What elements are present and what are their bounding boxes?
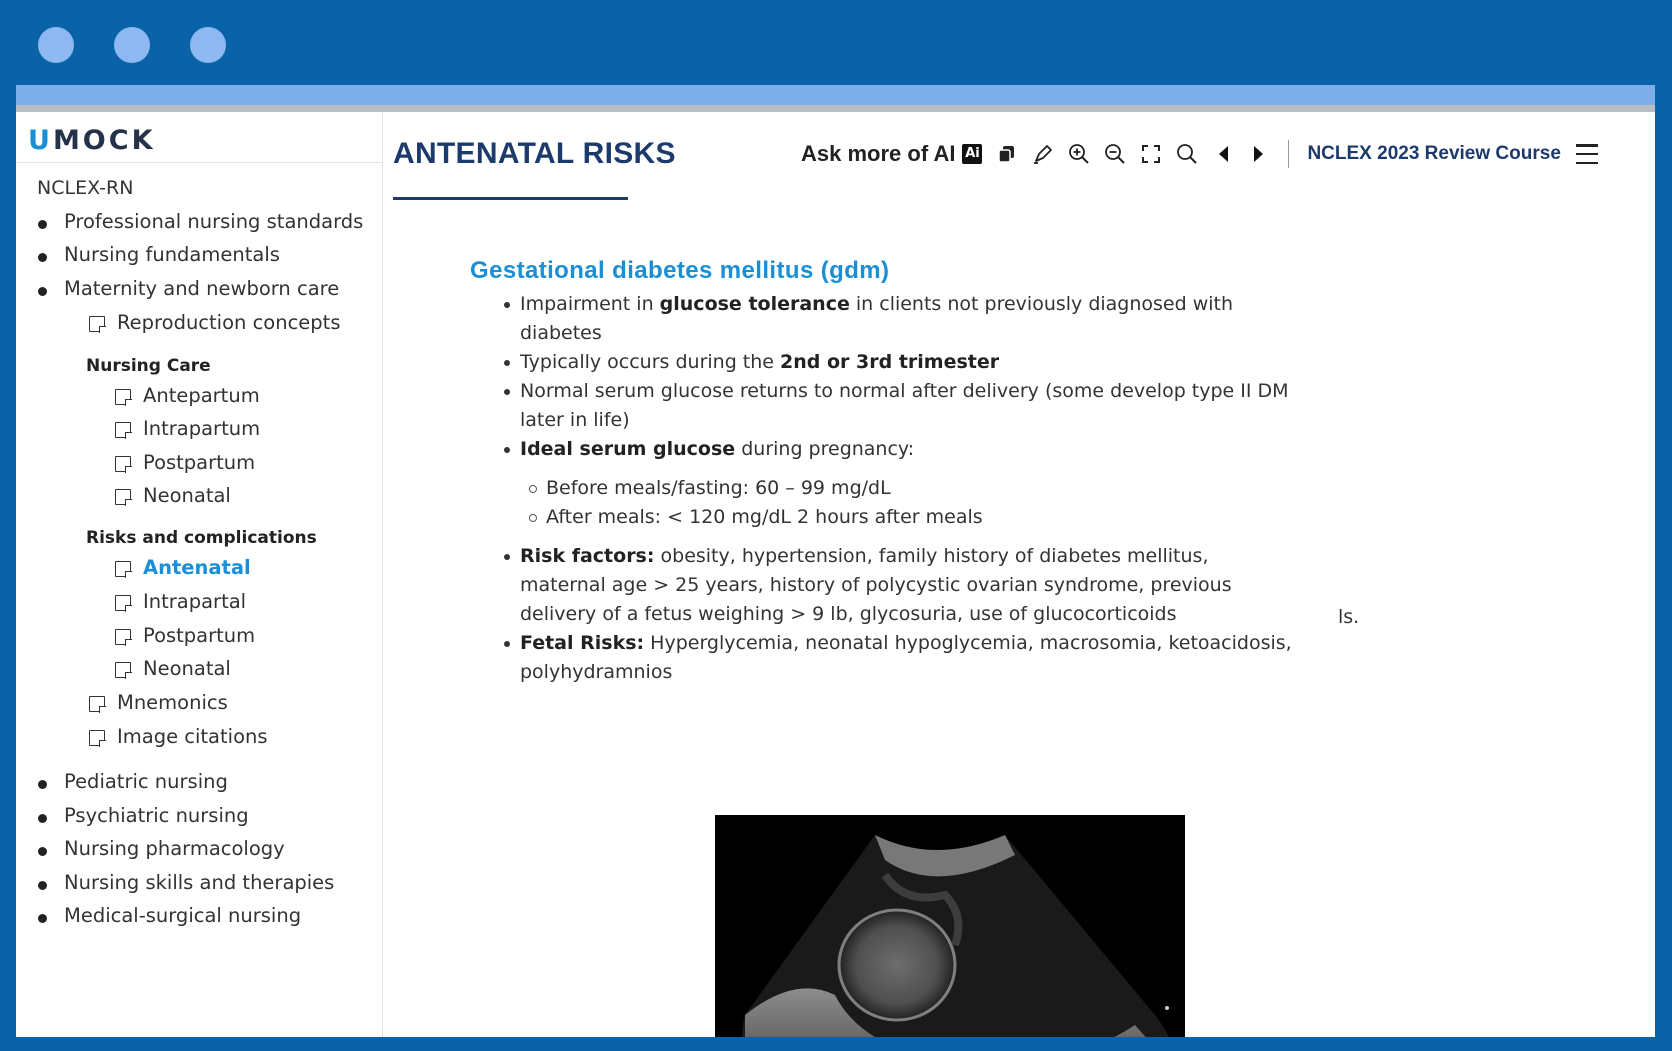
top-bar	[16, 85, 1655, 105]
nav-label: Antenatal	[143, 556, 251, 579]
next-icon[interactable]	[1248, 143, 1270, 165]
course-name-link[interactable]: NCLEX 2023 Review Course	[1307, 143, 1561, 164]
list-item: Risk factors: obesity, hypertension, family history of diabetes mellitus, maternal age > 25 years, history of polycystic ovarian syndrome, previous delivery of a fetus weighing > 9 lb, glycosuria, use of glucocorticoids	[520, 542, 1300, 629]
nav-item-antepartum[interactable]	[143, 384, 260, 407]
list-item: Ideal serum glucose during pregnancy: Before meals/fasting: 60 – 99 mg/dL After meals: < 120 mg/dL 2 hours after meals	[520, 435, 1300, 532]
toolbar	[801, 138, 1598, 170]
app-window	[16, 85, 1655, 1037]
nav-item-neonatal[interactable]	[143, 484, 231, 507]
sub-list-item: After meals: < 120 mg/dL 2 hours after meals	[546, 503, 1300, 532]
nav-label: Postpartum	[143, 624, 256, 647]
list-item: Impairment in glucose tolerance in clients not previously diagnosed with diabetes	[520, 290, 1300, 348]
nav-item-reproduction[interactable]	[117, 311, 341, 334]
nav-label: Postpartum	[143, 451, 256, 474]
ai-icon[interactable]: Ai	[962, 144, 982, 164]
zoom-in-icon[interactable]	[1068, 143, 1090, 165]
nav-item-skills[interactable]: Nursing skills and therapies	[64, 871, 335, 894]
highlighter-icon[interactable]	[1032, 143, 1054, 165]
nav-item-mnemonics[interactable]	[117, 691, 228, 714]
fullscreen-icon[interactable]	[1140, 143, 1162, 165]
note-icon	[89, 316, 105, 332]
logo[interactable]	[16, 112, 382, 163]
nav-item-postpartum-risk[interactable]	[143, 624, 255, 647]
nav-item-med-surg[interactable]: Medical-surgical nursing	[64, 904, 302, 927]
stray-text: ls.	[1338, 606, 1360, 628]
nav-label: Antepartum	[143, 384, 260, 407]
window-dot-close[interactable]	[38, 27, 74, 63]
sub-list-item: Before meals/fasting: 60 – 99 mg/dL	[546, 474, 1300, 503]
note-icon	[115, 629, 131, 645]
sub-list	[520, 474, 1300, 532]
note-icon	[115, 595, 131, 611]
nav-label: Neonatal	[143, 657, 231, 680]
nav-item-psychiatric[interactable]: Psychiatric nursing	[64, 804, 249, 827]
nav-item-pediatric[interactable]: Pediatric nursing	[64, 770, 228, 793]
note-icon	[89, 696, 105, 712]
note-icon	[115, 389, 131, 405]
logo-text: MOCK	[52, 125, 156, 156]
window-dot-maximize[interactable]	[190, 27, 226, 63]
nav-item-image-citations[interactable]	[117, 725, 268, 748]
list-item: Normal serum glucose returns to normal after delivery (some develop type II DM later in life)	[520, 377, 1300, 435]
nav-item-pharmacology[interactable]: Nursing pharmacology	[64, 837, 285, 860]
prev-icon[interactable]	[1212, 143, 1234, 165]
nav-label: Intrapartum	[143, 417, 261, 440]
note-icon	[115, 456, 131, 472]
ultrasound-image	[715, 815, 1185, 1037]
sidebar	[16, 112, 383, 1037]
top-bar-divider	[16, 105, 1655, 112]
nav-label: Intrapartal	[143, 590, 247, 613]
ask-ai-button[interactable]: Ask more of AI	[801, 141, 956, 166]
search-icon[interactable]	[1176, 143, 1198, 165]
nav-item-maternity[interactable]: Maternity and newborn care	[64, 277, 340, 300]
note-icon	[115, 422, 131, 438]
section-title: Gestational diabetes mellitus (gdm)	[470, 257, 890, 284]
menu-icon[interactable]	[1576, 144, 1598, 164]
nav-item-antenatal[interactable]	[143, 556, 251, 579]
note-icon	[115, 662, 131, 678]
nav-label: Mnemonics	[117, 691, 228, 714]
toolbar-divider	[1288, 140, 1289, 168]
note-icon	[115, 489, 131, 505]
copy-icon[interactable]	[996, 143, 1018, 165]
section-heading-nursing-care: Nursing Care	[86, 356, 211, 376]
title-underline	[393, 197, 628, 200]
note-icon	[89, 730, 105, 746]
nav-item-postpartum[interactable]	[143, 451, 255, 474]
note-icon	[115, 561, 131, 577]
list-item: Fetal Risks: Hyperglycemia, neonatal hypoglycemia, macrosomia, ketoacidosis, polyhydramnios	[520, 629, 1300, 687]
page-title: ANTENATAL RISKS	[393, 137, 676, 170]
window-controls	[38, 27, 226, 63]
section-heading-risks: Risks and complications	[86, 528, 317, 548]
logo-prefix: U	[28, 125, 53, 156]
nav-label: Image citations	[117, 725, 268, 748]
nav-item-neonatal-risk[interactable]	[143, 657, 231, 680]
list-item: Typically occurs during the 2nd or 3rd trimester	[520, 348, 1300, 377]
window-dot-minimize[interactable]	[114, 27, 150, 63]
zoom-out-icon[interactable]	[1104, 143, 1126, 165]
bullet-list	[520, 290, 1300, 687]
nav-item-professional-standards[interactable]: Professional nursing standards	[64, 210, 364, 233]
nav-label: Reproduction concepts	[117, 311, 341, 334]
nav-item-fundamentals[interactable]: Nursing fundamentals	[64, 243, 280, 266]
course-label: NCLEX-RN	[37, 177, 134, 199]
nav-item-intrapartum[interactable]	[143, 417, 260, 440]
nav-item-intrapartal[interactable]	[143, 590, 246, 613]
nav-label: Neonatal	[143, 484, 231, 507]
article-body	[520, 290, 1300, 687]
